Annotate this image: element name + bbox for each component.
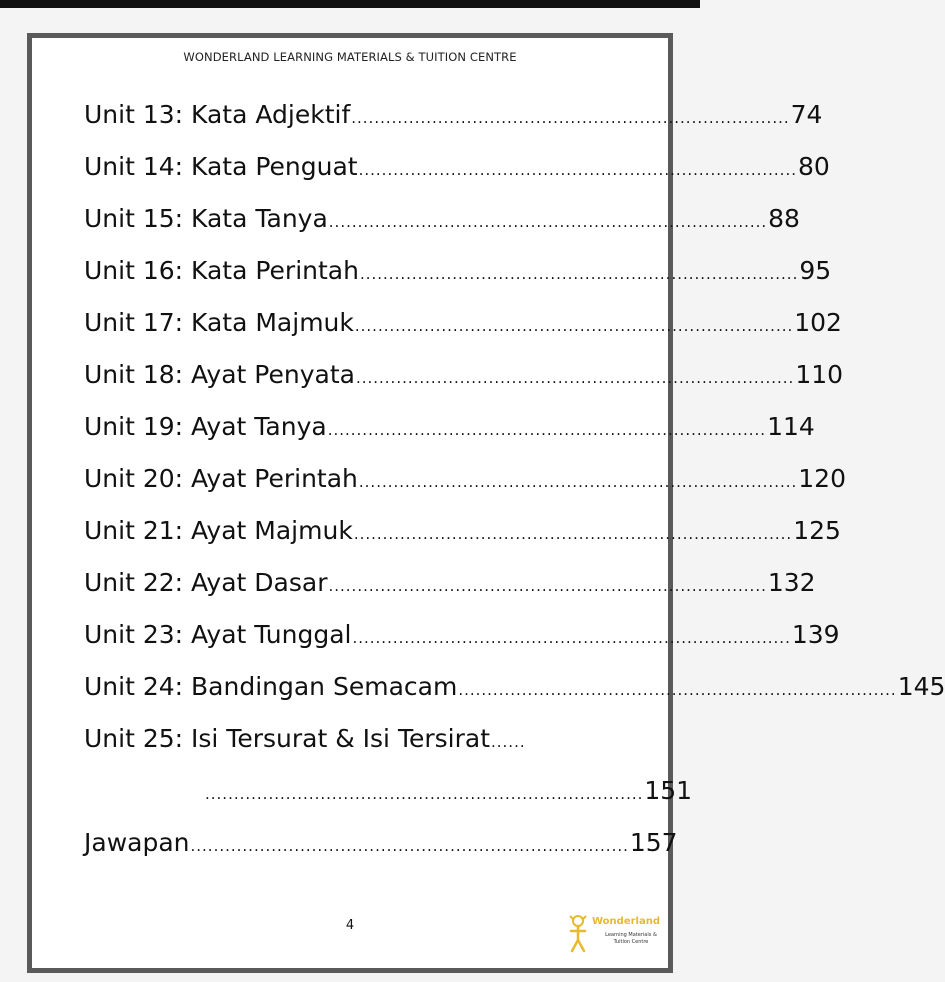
toc-entry-unit-13[interactable] xyxy=(84,100,823,136)
toc-entry-unit-16[interactable] xyxy=(84,256,832,292)
toc-entry-page: 139 xyxy=(791,620,840,649)
toc-leader-dots: ............................................................................ xyxy=(359,265,799,283)
toc-entry-label: Unit 19: Ayat Tanya xyxy=(84,412,327,441)
toc-entry-unit-21[interactable] xyxy=(84,516,841,552)
toc-entry-label: Unit 13: Kata Adjektif xyxy=(84,100,351,129)
toc-leader-dots: ............................................................................ xyxy=(205,785,644,803)
toc-entry-page: 110 xyxy=(795,360,844,389)
toc-entry-unit-17[interactable] xyxy=(84,308,842,344)
toc-entry-label: Unit 22: Ayat Dasar xyxy=(84,568,328,597)
toc-entry-unit-25-continued[interactable] xyxy=(204,776,693,812)
child-figure-icon xyxy=(566,914,590,954)
toc-entry-page: 80 xyxy=(797,152,830,181)
toc-entry-label: Unit 14: Kata Penguat xyxy=(84,152,358,181)
top-edge xyxy=(0,0,700,8)
toc-leader-dots: ............................................................................ xyxy=(358,473,798,491)
toc-leader-dots: ............................................................................ xyxy=(351,109,790,127)
toc-entry-unit-19[interactable] xyxy=(84,412,815,448)
logo-name: Wonderland xyxy=(592,916,660,927)
toc-entry-unit-23[interactable] xyxy=(84,620,840,656)
toc-entry-page: 74 xyxy=(790,100,823,129)
toc-entry-unit-25[interactable] xyxy=(84,724,599,760)
toc-entry-label: Unit 25: Isi Tersurat & Isi Tersirat xyxy=(84,724,490,753)
toc-entry-jawapan[interactable] xyxy=(84,828,678,864)
toc-entry-unit-14[interactable] xyxy=(84,152,830,188)
toc-entry-label: Jawapan xyxy=(84,828,190,857)
toc-entry-unit-22[interactable] xyxy=(84,568,816,604)
toc-leader-dots: ............................................................................ xyxy=(358,161,797,179)
toc-entry-page: 114 xyxy=(767,412,815,441)
toc-entry-label: Unit 17: Kata Majmuk xyxy=(84,308,354,337)
toc-leader-dots: ............................................................................ xyxy=(355,369,795,387)
toc-entry-page: 88 xyxy=(768,204,800,233)
toc-leader-dots: ............................................................................ xyxy=(328,577,767,595)
toc-entry-page: 95 xyxy=(799,256,832,285)
page-header: WONDERLAND LEARNING MATERIALS & TUITION CENTRE xyxy=(183,50,517,64)
logo-subtitle: Learning Materials & Tuition Centre xyxy=(605,932,657,945)
toc-leader-dots: ............................................................................ xyxy=(354,317,794,335)
wonderland-logo xyxy=(562,912,668,958)
toc-entry-label: Unit 15: Kata Tanya xyxy=(84,204,328,233)
toc-entry-unit-20[interactable] xyxy=(84,464,846,500)
toc-entry-page: 151 xyxy=(644,776,693,805)
document-page xyxy=(27,33,945,973)
toc-entry-page: 102 xyxy=(794,308,842,337)
toc-leader-dots: ............................................................................ xyxy=(352,629,791,647)
toc-entry-label: Unit 16: Kata Perintah xyxy=(84,256,359,285)
toc-entry-unit-18[interactable] xyxy=(84,360,844,396)
toc-leader-dots: ............................................................................ xyxy=(353,525,793,543)
toc-entry-label: Unit 20: Ayat Perintah xyxy=(84,464,358,493)
toc-leader-dots: ............................................................................ xyxy=(190,837,629,855)
toc-leader-dots: ............................................................................ xyxy=(328,213,768,231)
toc-entry-unit-15[interactable] xyxy=(84,204,800,240)
toc-leader-dots: ............................................................................ xyxy=(327,421,767,439)
toc-entry-unit-24[interactable] xyxy=(84,672,945,708)
toc-entry-page: 120 xyxy=(798,464,846,493)
page-number: 4 xyxy=(345,918,355,933)
toc-entry-label: Unit 18: Ayat Penyata xyxy=(84,360,355,389)
toc-entry-page: 125 xyxy=(793,516,841,545)
toc-entry-label: Unit 21: Ayat Majmuk xyxy=(84,516,353,545)
toc-leader-dots: ............................................................................ xyxy=(458,681,897,699)
toc-entry-label: Unit 24: Bandingan Semacam xyxy=(84,672,458,701)
toc-entry-page: 132 xyxy=(767,568,816,597)
toc-leader-dots: ...... xyxy=(491,733,526,751)
toc-entry-page: 157 xyxy=(629,828,678,857)
toc-entry-page: 145 xyxy=(897,672,945,701)
toc-entry-label: Unit 23: Ayat Tunggal xyxy=(84,620,352,649)
